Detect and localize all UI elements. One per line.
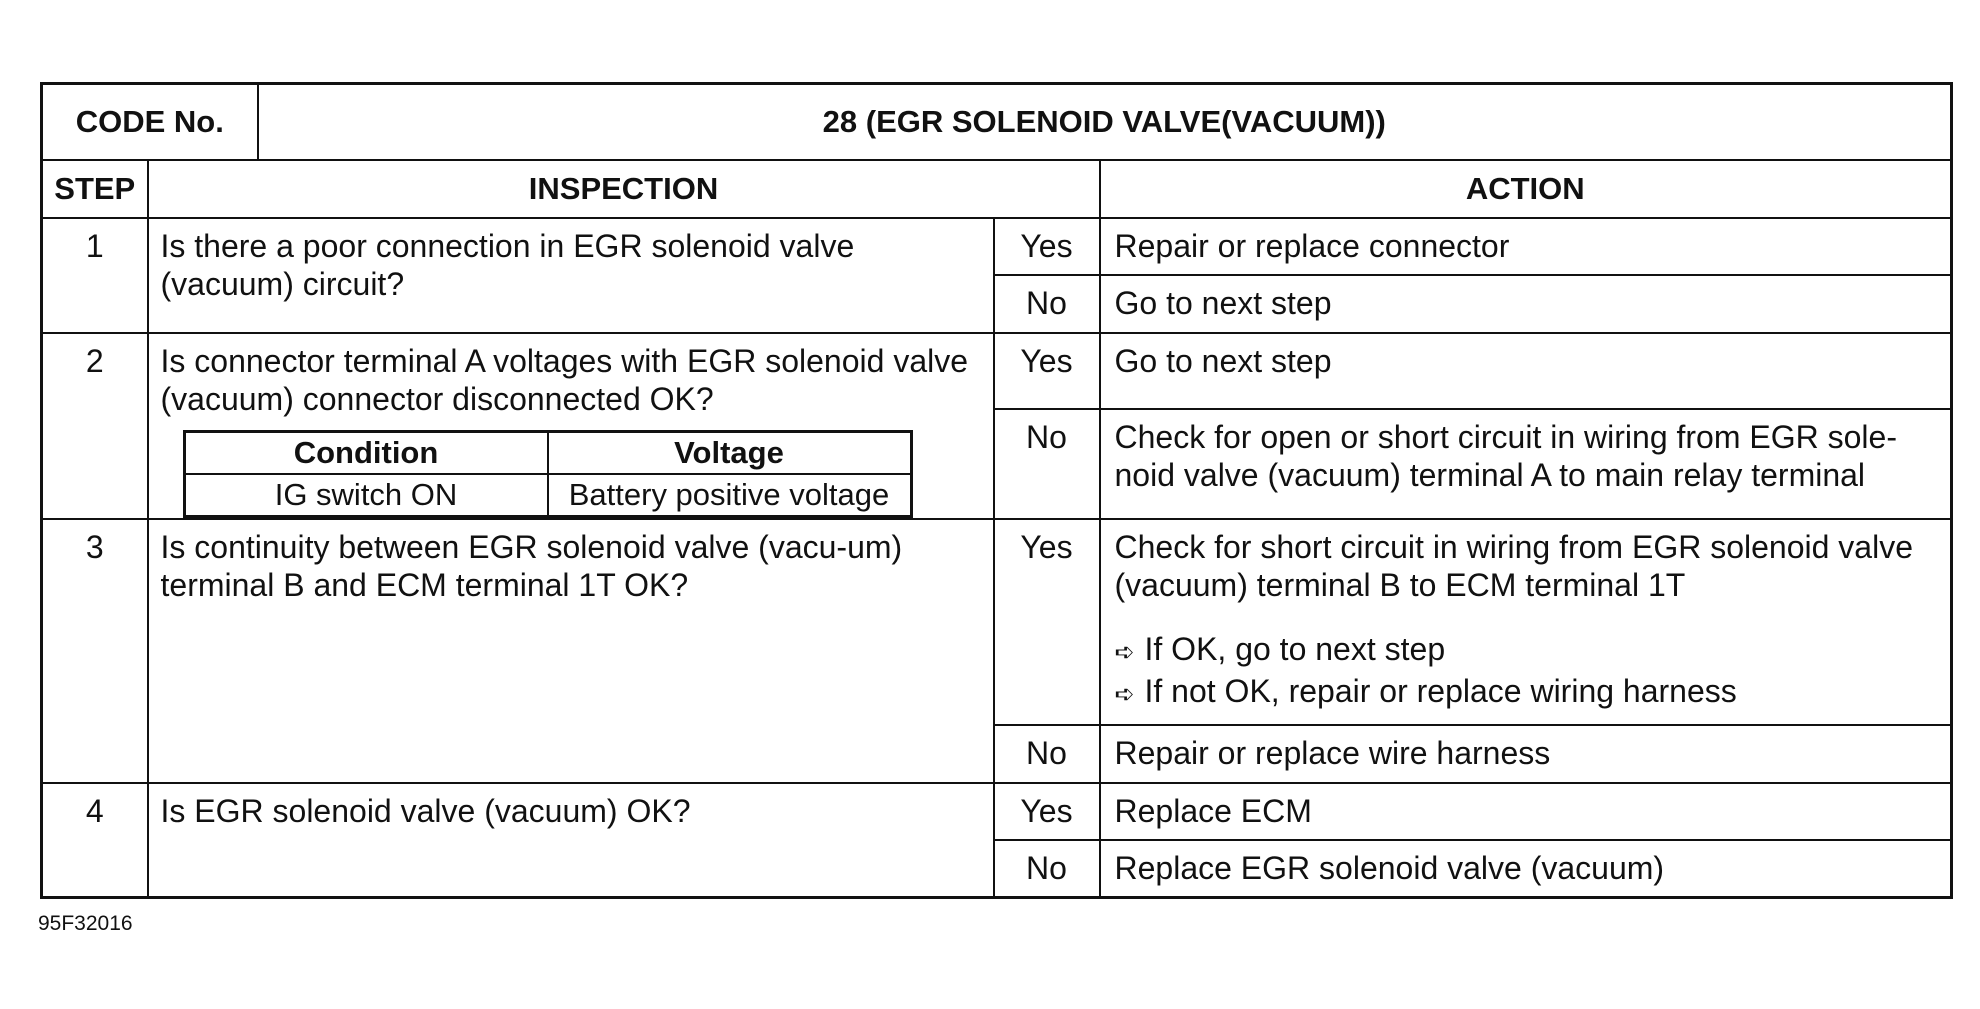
step-3-yes-row xyxy=(42,519,1952,725)
inspection-text: Is EGR solenoid valve (vacuum) OK? xyxy=(148,783,994,897)
code-header-row xyxy=(42,84,1952,161)
inspection-text: Is connector terminal A voltages with EGR solenoid valve (vacuum) connector disconnected OK? xyxy=(160,343,969,417)
step-4-yes-row xyxy=(42,783,1952,840)
yes-action: Check for short circuit in wiring from EGR solenoid valve (vacuum) terminal B to ECM terminal 1T xyxy=(1114,529,1913,603)
step-number: 2 xyxy=(42,333,148,519)
code-label: CODE No. xyxy=(42,84,258,161)
diagnostic-table xyxy=(40,82,1953,899)
code-value: 28 (EGR SOLENOID VALVE(VACUUM)) xyxy=(258,84,1952,161)
no-label: No xyxy=(994,840,1100,897)
no-label: No xyxy=(994,725,1100,783)
bullet-item xyxy=(1115,630,1941,672)
inspection-cell xyxy=(148,333,994,519)
bullet-item xyxy=(1115,672,1941,714)
step-number: 3 xyxy=(42,519,148,783)
step-number: 4 xyxy=(42,783,148,897)
step-2-yes-row xyxy=(42,333,1952,409)
arrow-right-outline-icon: ➪ xyxy=(1114,681,1135,708)
yes-label: Yes xyxy=(994,333,1100,409)
arrow-right-outline-icon: ➪ xyxy=(1114,639,1135,666)
voltage-spec-table xyxy=(183,430,913,518)
voltage-value: Battery positive voltage xyxy=(548,474,912,517)
yes-label: Yes xyxy=(994,519,1100,725)
step-number: 1 xyxy=(42,218,148,333)
no-action: Repair or replace wire harness xyxy=(1100,725,1952,783)
condition-header: Condition xyxy=(184,432,548,475)
inspection-text: Is continuity between EGR solenoid valve (vacu-um) terminal B and ECM terminal 1T OK? xyxy=(148,519,994,783)
voltage-header: Voltage xyxy=(548,432,912,475)
condition-value: IG switch ON xyxy=(184,474,548,517)
yes-label: Yes xyxy=(994,218,1100,275)
action-header: ACTION xyxy=(1100,160,1952,218)
inspection-text: Is there a poor connection in EGR solenoid valve (vacuum) circuit? xyxy=(148,218,994,333)
no-label: No xyxy=(994,409,1100,519)
step-1-yes-row xyxy=(42,218,1952,275)
yes-action: Go to next step xyxy=(1100,333,1952,409)
yes-action: Repair or replace connector xyxy=(1100,218,1952,275)
inspection-header: INSPECTION xyxy=(148,160,1100,218)
yes-action: Replace ECM xyxy=(1100,783,1952,840)
yes-action-cell xyxy=(1100,519,1952,725)
no-action: Go to next step xyxy=(1100,275,1952,333)
no-action: Replace EGR solenoid valve (vacuum) xyxy=(1100,840,1952,897)
column-header-row xyxy=(42,160,1952,218)
bullet-text: If OK, go to next step xyxy=(1144,631,1446,667)
bullet-text: If not OK, repair or replace wiring harness xyxy=(1144,673,1737,709)
figure-id: 95F32016 xyxy=(38,912,133,935)
step-header: STEP xyxy=(42,160,148,218)
no-label: No xyxy=(994,275,1100,333)
no-action: Check for open or short circuit in wiring from EGR sole-noid valve (vacuum) terminal A to main relay terminal xyxy=(1100,409,1952,519)
yes-label: Yes xyxy=(994,783,1100,840)
